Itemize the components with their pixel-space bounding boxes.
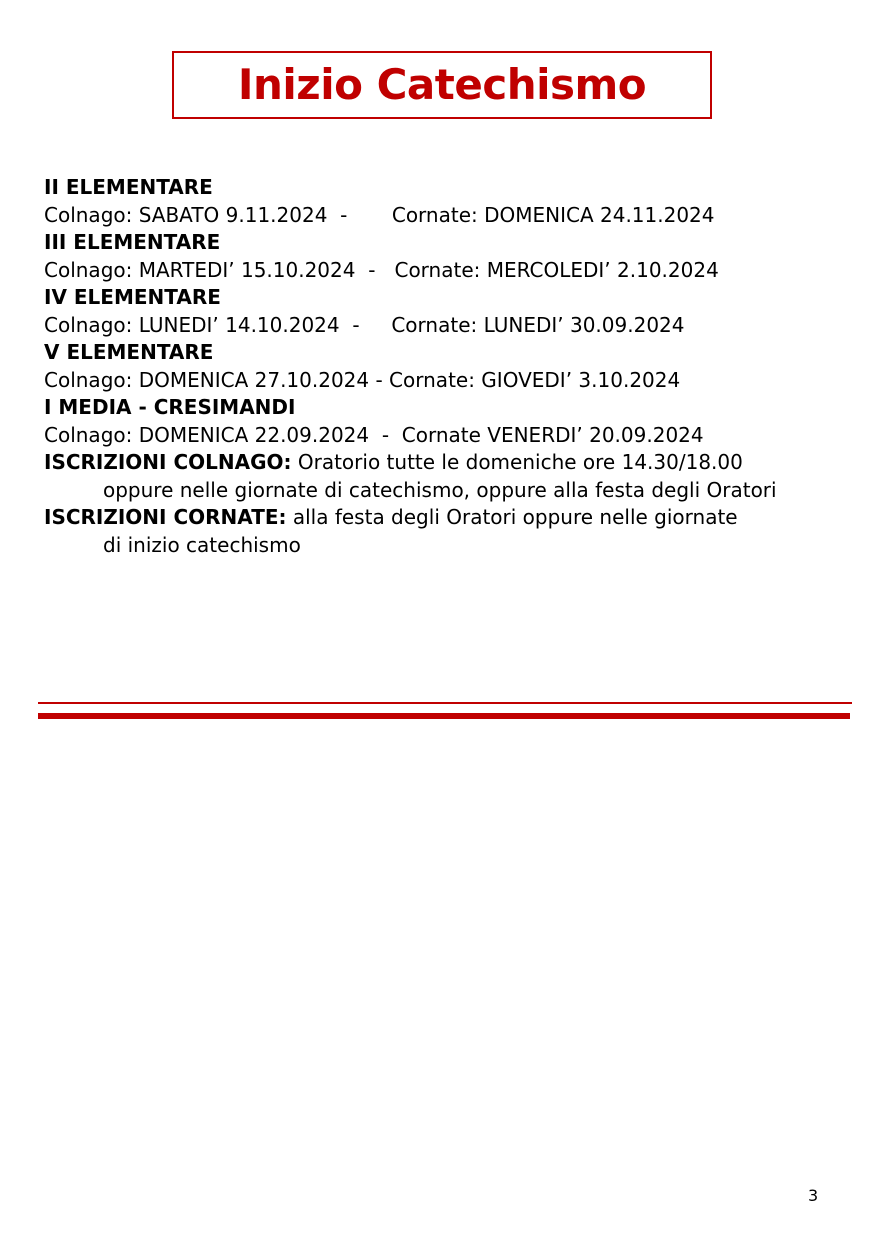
divider-thin [38,702,852,704]
class-schedule: Colnago: DOMENICA 27.10.2024 - Cornate: GIOVEDI’ 3.10.2024 [44,367,681,392]
class-heading: III ELEMENTARE [44,230,221,254]
class-heading: V ELEMENTARE [44,340,214,364]
iscrizioni-cornate [44,504,864,532]
class-schedule: Colnago: LUNEDI’ 14.10.2024 - Cornate: LUNEDI’ 30.09.2024 [44,312,685,337]
iscrizioni-cornate-label: ISCRIZIONI CORNATE: [44,505,287,529]
iscrizioni-colnago-continuation: oppure nelle giornate di catechismo, oppure alla festa degli Oratori [103,477,777,502]
schedule-content [44,174,864,559]
iscrizioni-cornate-continuation: di inizio catechismo [103,532,301,557]
page-title: Inizio Catechismo [237,60,647,109]
iscrizioni-cornate-text: alla festa degli Oratori oppure nelle giornate [286,505,738,529]
iscrizioni-colnago-label: ISCRIZIONI COLNAGO: [44,450,292,474]
class-schedule: Colnago: MARTEDI’ 15.10.2024 - Cornate: MERCOLEDI’ 2.10.2024 [44,257,719,282]
iscrizioni-colnago [44,449,864,477]
class-heading: IV ELEMENTARE [44,285,221,309]
divider-thick [38,713,850,719]
class-schedule: Colnago: DOMENICA 22.09.2024 - Cornate VENERDI’ 20.09.2024 [44,422,704,447]
title-box [172,51,712,119]
iscrizioni-colnago-text: Oratorio tutte le domeniche ore 14.30/18.00 [291,450,743,474]
page-number: 3 [808,1186,819,1205]
class-heading: II ELEMENTARE [44,175,213,199]
class-schedule: Colnago: SABATO 9.11.2024 - Cornate: DOMENICA 24.11.2024 [44,202,715,227]
class-heading: I MEDIA - CRESIMANDI [44,395,296,419]
